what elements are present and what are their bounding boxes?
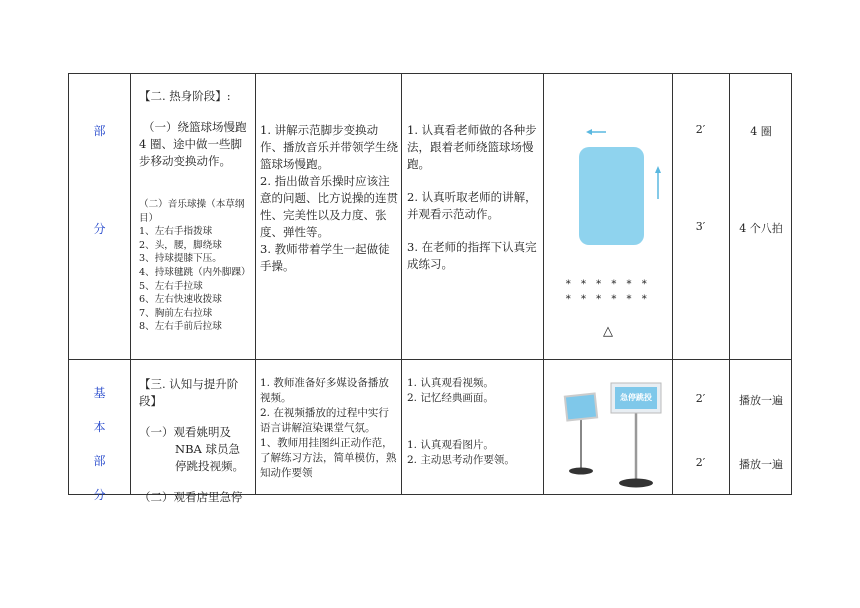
section-char: 本 [93, 420, 106, 434]
left-arrow-icon [586, 129, 606, 135]
stage-title: 【二. 热身阶段】: [139, 89, 231, 103]
exercise-item: 7、胸前左右拉球 [139, 307, 213, 319]
teacher-step: 1. 讲解示范脚步变换动作、播放音乐并带领学生绕篮球场慢跑。 [260, 123, 398, 171]
student-step: 2. 认真听取老师的讲解，并观看示范动作。 [407, 190, 537, 221]
exercise-list [139, 225, 251, 334]
time-column [672, 123, 729, 233]
exercise-item: 5、左右手拉球 [139, 280, 203, 292]
time-value: 2′ [695, 456, 706, 469]
student-activity [407, 376, 540, 468]
section-char: 分 [93, 222, 106, 236]
row-divider [69, 359, 791, 360]
student-step: 3. 在老师的指挥下认真完成练习。 [407, 240, 537, 271]
exercise-item: 8、左右手前后拉球 [139, 321, 222, 333]
section-char: 部 [93, 124, 106, 138]
sign-text: 急停跳投 [620, 393, 652, 402]
student-row: * * * * * * [565, 294, 651, 305]
time-value: 2′ [695, 392, 706, 405]
warmup-content [139, 88, 251, 334]
sign-stand-picture [544, 359, 672, 496]
content-item: （一）绕篮球场慢跑 4 圈、途中做一些脚步移动变换动作。 [139, 120, 247, 168]
exercise-item: 3、持球提膝下压。 [139, 253, 222, 265]
section-label-basic [69, 376, 130, 512]
column-divider [255, 74, 256, 494]
column-divider [401, 74, 402, 494]
up-arrow-icon [655, 166, 661, 199]
content-item: （二）观看店里急停 [139, 490, 243, 504]
student-formation [544, 277, 672, 307]
time-column [672, 392, 729, 469]
amount-value: 播放一遍 [739, 394, 783, 407]
exercise-item: 2、头，腰，脚绕球 [139, 239, 222, 251]
time-value: 3′ [695, 220, 706, 233]
section-label-warmup [69, 122, 130, 237]
teacher-activity [260, 376, 398, 481]
court-shape [579, 147, 644, 245]
student-step: 2. 主动思考动作要领。 [407, 454, 515, 466]
teacher-step: 1. 教师准备好多媒设备播放视频。 [260, 377, 389, 404]
basic-content [139, 376, 251, 504]
lesson-plan-table [68, 73, 792, 504]
teacher-step: 2. 在视频播放的过程中实行语言讲解渲染课堂气氛。 [260, 407, 389, 434]
amount-value: 4 圈 [750, 125, 772, 138]
teacher-step: 1、教师用挂图纠正动作范，了解练习方法，简单模仿，熟知动作要领 [260, 437, 397, 479]
amount-column [729, 392, 793, 472]
teacher-activity [260, 122, 398, 275]
exercise-item: 6、左右快速收拨球 [139, 294, 222, 306]
student-activity [407, 122, 540, 273]
time-value: 2′ [695, 123, 706, 136]
section-char: 部 [93, 454, 106, 468]
teacher-position-icon: △ [603, 324, 613, 339]
student-step: 1. 认真观看图片。 [407, 439, 494, 451]
stage-title: 【三. 认知与提升阶段】 [139, 377, 239, 408]
content-subtitle: （二）音乐球操（本草纲目） [139, 199, 245, 224]
student-step: 2. 记忆经典画面。 [407, 392, 494, 404]
display-stand-illustration [544, 359, 672, 496]
student-step: 1. 认真看老师做的各种步法，跟着老师绕篮球场慢跑。 [407, 123, 537, 171]
column-divider [130, 74, 131, 494]
amount-value: 4 个八拍 [739, 222, 783, 235]
content-item: （一）观看姚明及 NBA 球员急停跳投视频。 [139, 425, 244, 473]
amount-value: 播放一遍 [739, 458, 783, 471]
section-char: 分 [93, 488, 106, 502]
teacher-step: 3. 教师带着学生一起做徒手操。 [260, 242, 390, 273]
teacher-step: 2. 指出做音乐操时应该注意的问题、比方说操的连贯性、完美性以及力度、张度、弹性等。 [260, 174, 398, 239]
exercise-item: 1、左右手指拨球 [139, 226, 213, 238]
student-step: 1. 认真观看视频。 [407, 377, 494, 389]
exercise-item: 4、持球毽跳（内外脚踝） [139, 266, 251, 278]
amount-column [729, 123, 793, 236]
court-diagram [544, 74, 672, 359]
section-char: 基 [93, 386, 106, 400]
student-row: * * * * * * [565, 279, 651, 290]
formation-diagram [544, 74, 672, 359]
